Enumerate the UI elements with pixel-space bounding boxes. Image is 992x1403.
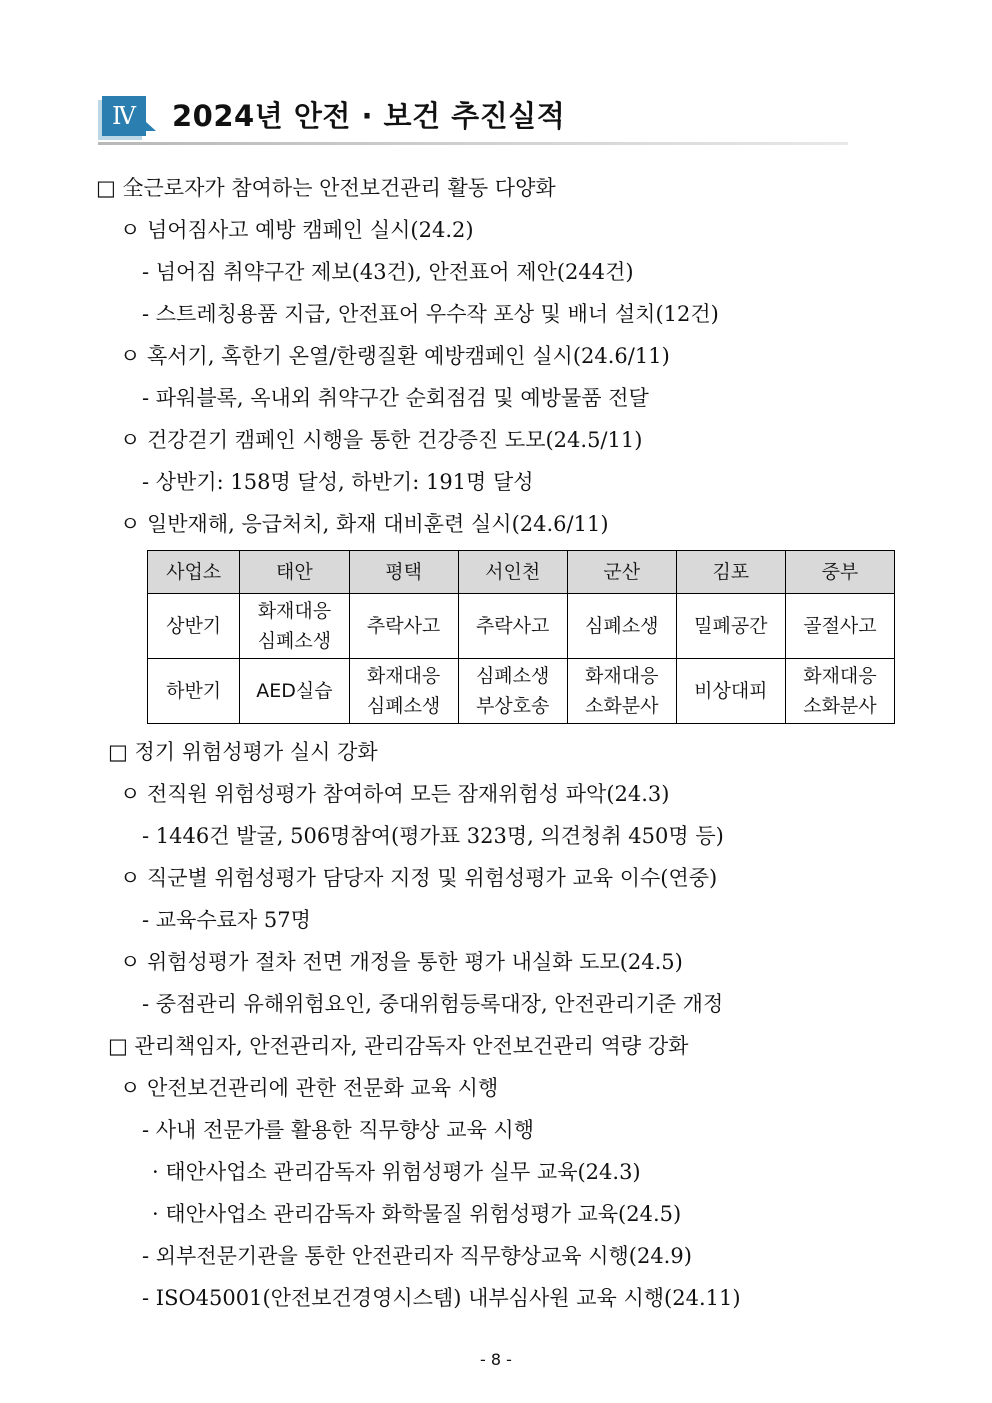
bullet-item: · 태안사업소 관리감독자 화학물질 위험성평가 교육(24.5)	[152, 1202, 682, 1226]
table-cell	[349, 659, 458, 724]
detail-item: - ISO45001(안전보건경영시스템) 내부심사원 교육 시행(24.11)	[142, 1286, 741, 1310]
page-number: - 8 -	[480, 1350, 512, 1369]
table-row	[148, 594, 895, 659]
table-header-cell: 태안	[240, 551, 349, 594]
sub-item: ㅇ 일반재해, 응급처치, 화재 대비훈련 실시(24.6/11)	[120, 512, 609, 536]
sub-item: ㅇ 넘어짐사고 예방 캠페인 실시(24.2)	[120, 218, 474, 242]
detail-item: - 교육수료자 57명	[142, 908, 311, 932]
section-item-3: □ 관리책임자, 안전관리자, 관리감독자 안전보건관리 역량 강화	[108, 1034, 689, 1058]
section-item-2: □ 정기 위험성평가 실시 강화	[108, 740, 378, 764]
badge-notch-icon	[146, 122, 156, 131]
detail-item: - 파워블록, 옥내외 취약구간 순회점검 및 예방물품 전달	[142, 386, 649, 410]
table-cell	[458, 659, 567, 724]
table-header-cell: 사업소	[148, 551, 240, 594]
detail-item: - 1446건 발굴, 506명참여(평가표 323명, 의견청취 450명 등)	[142, 824, 724, 848]
detail-item: - 넘어짐 취약구간 제보(43건), 안전표어 제안(244건)	[142, 260, 634, 284]
sub-item: ㅇ 건강걷기 캠페인 시행을 통한 건강증진 도모(24.5/11)	[120, 428, 643, 452]
table-header-cell: 중부	[785, 551, 894, 594]
detail-item: - 상반기: 158명 달성, 하반기: 191명 달성	[142, 470, 534, 494]
table-header-row	[148, 551, 895, 594]
table-cell-line: 골절사고	[803, 615, 877, 637]
table-cell-line: 추락사고	[366, 615, 441, 637]
heading-underline	[98, 142, 848, 145]
detail-item: - 중점관리 유해위험요인, 중대위험등록대장, 안전관리기준 개정	[142, 992, 724, 1016]
table-header-cell: 군산	[567, 551, 676, 594]
table-row-label: 하반기	[148, 659, 240, 724]
bullet-item: · 태안사업소 관리감독자 위험성평가 실무 교육(24.3)	[152, 1160, 641, 1184]
table-header-cell: 평택	[349, 551, 458, 594]
table-cell-line: 부상호송	[475, 695, 550, 717]
sub-item: ㅇ 혹서기, 혹한기 온열/한랭질환 예방캠페인 실시(24.6/11)	[120, 344, 670, 368]
table-cell	[785, 594, 894, 659]
table-cell-line: 소화분사	[585, 695, 659, 717]
table-cell-line: 심폐소생	[585, 615, 659, 637]
table-cell	[567, 594, 676, 659]
table-cell	[458, 594, 567, 659]
detail-item: - 스트레칭용품 지급, 안전표어 우수작 포상 및 배너 설치(12건)	[142, 302, 719, 326]
table-cell-line: 추락사고	[475, 615, 550, 637]
sub-item: ㅇ 전직원 위험성평가 참여하여 모든 잠재위험성 파악(24.3)	[120, 782, 670, 806]
table-cell	[676, 659, 785, 724]
table-cell-line: 소화분사	[803, 695, 877, 717]
table-cell	[349, 594, 458, 659]
table-cell-line: 밀폐공간	[694, 615, 768, 637]
section-item-1: □ 全근로자가 참여하는 안전보건관리 활동 다양화	[96, 176, 556, 200]
table-cell-line: 화재대응	[257, 600, 332, 622]
section-number-badge: Ⅳ	[102, 96, 146, 136]
table-header-cell: 서인천	[458, 551, 567, 594]
table-cell-line: 비상대피	[694, 680, 768, 702]
table-cell	[240, 594, 349, 659]
table-cell-line: 화재대응	[366, 665, 441, 687]
table-cell	[676, 594, 785, 659]
section-title: 2024년 안전 · 보건 추진실적	[172, 99, 566, 133]
section-heading	[98, 92, 848, 152]
detail-item: - 외부전문기관을 통한 안전관리자 직무향상교육 시행(24.9)	[142, 1244, 692, 1268]
table-cell-line: 심폐소생	[257, 630, 332, 652]
table-cell	[785, 659, 894, 724]
drill-schedule-table	[147, 550, 895, 724]
sub-item: ㅇ 직군별 위험성평가 담당자 지정 및 위험성평가 교육 이수(연중)	[120, 866, 718, 890]
table-cell-line: 심폐소생	[366, 695, 441, 717]
table-cell-line: AED실습	[256, 680, 333, 702]
table-row	[148, 659, 895, 724]
table-row-label: 상반기	[148, 594, 240, 659]
detail-item: - 사내 전문가를 활용한 직무향상 교육 시행	[142, 1118, 535, 1142]
table-cell-line: 심폐소생	[475, 665, 550, 687]
table-cell	[567, 659, 676, 724]
table-cell	[240, 659, 349, 724]
table-cell-line: 화재대응	[803, 665, 877, 687]
sub-item: ㅇ 위험성평가 절차 전면 개정을 통한 평가 내실화 도모(24.5)	[120, 950, 683, 974]
sub-item: ㅇ 안전보건관리에 관한 전문화 교육 시행	[120, 1076, 499, 1100]
table-cell-line: 화재대응	[585, 665, 659, 687]
table-header-cell: 김포	[676, 551, 785, 594]
